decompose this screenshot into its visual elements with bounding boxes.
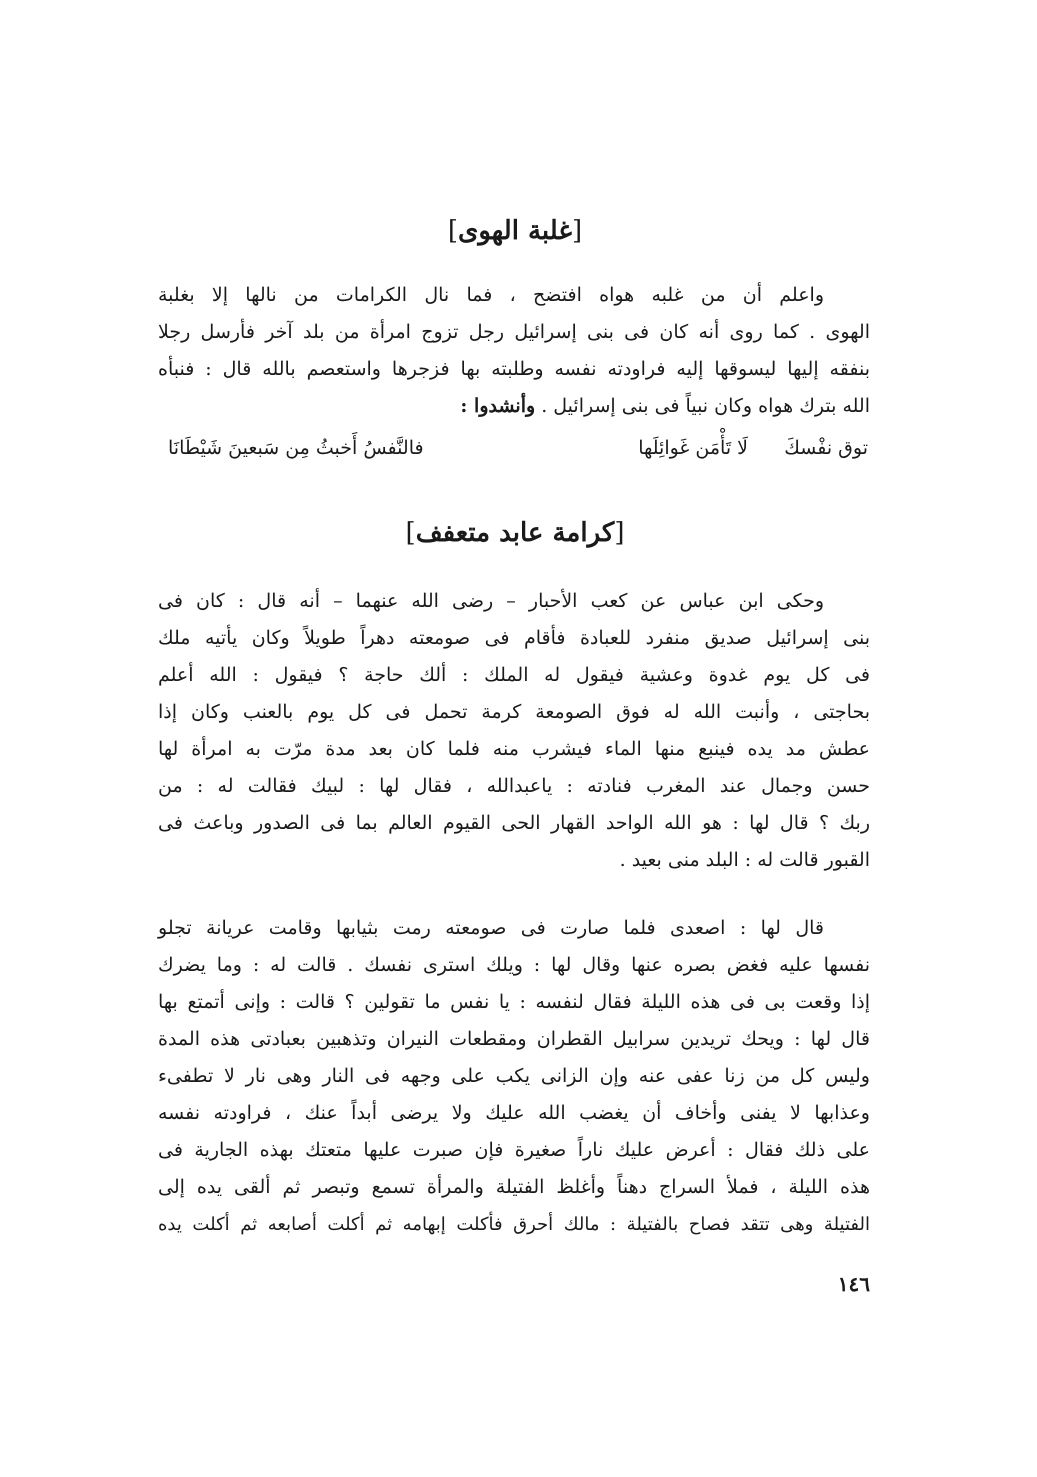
- opening-bracket: [: [571, 216, 583, 246]
- opening-bracket: [: [614, 518, 625, 548]
- text-line: بحاجتى ، وأنبت الله له فوق الصومعة كرمة تحمل فى كل يوم بالعنب وكان إذا: [158, 701, 870, 723]
- text-line: حسن وجمال عند المغرب فنادته : ياعبدالله ، فقال لها : لبيك فقالت له : من: [158, 775, 870, 797]
- text-line: ربك ؟ قال لها : هو الله الواحد القهار الحى القيوم العالم بما فى الصدور وباعث فى: [158, 812, 870, 834]
- text-line: وعذابها لا يفنى وأخاف أن يغضب الله عليك ولا يرضى أبداً عنك ، فراودته نفسه: [158, 1102, 870, 1124]
- text-line: على ذلك فقال : أعرض عليك ناراً صغيرة فإن صبرت عليها متعتك بهذه الجارية فى: [158, 1139, 870, 1161]
- text-fragment: الله بترك هواه وكان نبياً فى بنى إسرائيل .: [541, 395, 870, 417]
- poetry-verse: [168, 428, 868, 468]
- text-line: هذه الليلة ، فملأ السراج دهناً وأغلظ الفتيلة والمرأة تسمع وتبصر ثم ألقى يده إلى: [158, 1176, 870, 1198]
- text-line: القبور قالت له : البلد منى بعيد .: [619, 849, 870, 871]
- text-line: فى كل يوم غدوة وعشية فيقول له الملك : ألك حاجة ؟ فيقول : الله أعلم: [158, 664, 870, 686]
- verse-part: لَا تَأْمَن غَوائِلَها: [638, 437, 748, 459]
- paragraph: [158, 583, 870, 879]
- text-line: وليس كل من زنا عفى عنه وإن الزانى يكب على وجهه فى النار وهى نار لا تطفىء: [158, 1065, 870, 1087]
- text-line: وحكى ابن عباس عن كعب الأحبار – رضى الله عنهما – أنه قال : كان فى: [158, 590, 824, 612]
- text-line: [158, 388, 870, 425]
- text-line: نفسها عليه فغض بصره عنها وقال لها : ويلك استرى نفسك . قالت له : وما يضرك: [158, 954, 870, 976]
- text-line: الهوى . كما روى أنه كان فى بنى إسرائيل رجل تزوج امرأة من بلد آخر فأرسل رجلا: [158, 321, 870, 343]
- verse-second-hemistich: فالنَّفسُ أَخبثُ مِن سَبعينَ شَيْطَانَا: [168, 437, 424, 459]
- verse-first-hemistich: [638, 428, 868, 468]
- text-line: الفتيلة وهى تتقد فصاح بالفتيلة : مالك أحرق فأكلت إبهامه ثم أكلت أصابعه ثم أكلت يده: [158, 1214, 870, 1235]
- text-line: قال لها : ويحك تريدين سرابيل القطران ومقطعات النيران وتذهبين بعبادتى هذه المدة: [158, 1028, 870, 1050]
- closing-bracket: ]: [405, 518, 416, 548]
- text-line: عطش مد يده فينبع منها الماء فيشرب منه فلما كان بعد مدة مرّت به امرأة لها: [158, 738, 870, 760]
- page-number: ١٤٦: [837, 1272, 870, 1296]
- section-title: كرامة عابد متعفف: [415, 518, 615, 548]
- verse-part: توق نفْسكَ: [784, 437, 868, 459]
- text-line: واعلم أن من غلبه هواه افتضح ، فما نال الكرامات من نالها إلا بغلبة: [158, 284, 824, 306]
- text-line: إذا وقعت بى فى هذه الليلة فقال لنفسه : يا نفس ما تقولين ؟ قالت : وإنى أتمتع بها: [158, 991, 870, 1013]
- closing-bracket: ]: [447, 216, 459, 246]
- paragraph: [158, 277, 870, 425]
- text-line: قال لها : اصعدى فلما صارت فى صومعته رمت بثيابها وقامت عريانة تجلو: [158, 917, 824, 939]
- recite-label: وأنشدوا :: [460, 395, 536, 417]
- text-line: بنى إسرائيل صديق منفرد للعبادة فأقام فى صومعته دهراً طويلاً وكان يأتيه ملك: [158, 627, 870, 649]
- section-title: غلبة الهوى: [458, 216, 572, 246]
- text-line: بنفقه إليها ليسوقها إليه فراودته نفسه وطلبته بها فزجرها واستعصم بالله قال : فنبأه: [158, 358, 870, 380]
- section-heading: [160, 513, 870, 553]
- paragraph: [158, 910, 870, 1243]
- section-heading: [160, 211, 870, 251]
